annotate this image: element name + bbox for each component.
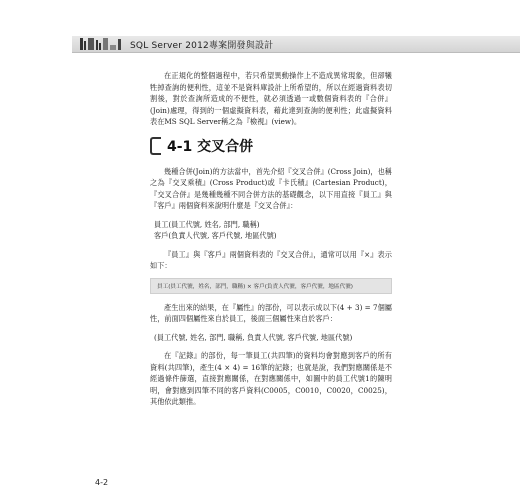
header-title: SQL Server 2012專案開發與設計: [130, 41, 274, 51]
book-logo-icon: [80, 37, 126, 51]
paragraph-attributes: 產生出來的結果，在『屬性』的部份，可以表示成以下(4 + 3) = 7個屬性，前面四個屬性來自於員工，後面三個屬性來自於客戶：: [150, 302, 392, 323]
paragraph-cross-notation: 『員工』與『客戶』兩個資料表的『交叉合併』，通常可以用『×』表示如下：: [150, 249, 392, 270]
section-heading: [150, 136, 392, 156]
paragraph-cross-join-intro: 幾種合併(Join)的方法當中，首先介紹『交叉合併』(Cross Join)，也稱之為『交叉乘積』(Cross Product)或『卡氏積』(Cartesian Product)，『交叉合併』是幾種幾種不同合併方法的基礎觀念，以下用直接『員工』與『客戶』兩個資料來說明什麼是『交叉合併』：: [150, 166, 392, 210]
definition-result: (員工代號, 姓名, 部門, 職稱, 負責人代號, 客戶代號, 地區代號): [154, 332, 353, 342]
cross-join-expression: 員工(員工代號，姓名，部門，職稱) × 客戶(負責人代號，客戶代號，地區代號): [150, 278, 392, 294]
result-attributes: [150, 332, 392, 344]
intro-paragraph: 在正規化的整個過程中，若只希望異動操作上不造成異常現象，但卻犧牲掉查詢的便利性，這並不是資料庫設計上所希望的，所以在經過資料表切割後，對於查詢所造成的不便性，就必須透過一或數個資料表的『合併』(Join)處理，得到的一個虛擬資料表，藉此達到查詢的便利性；此虛擬資料表在MS SQL Server稱之為『檢視』(view)。: [150, 71, 392, 126]
definition-customer: 客戶(負責人代號, 客戶代號, 地區代號): [154, 231, 277, 240]
section-bracket-icon: [150, 137, 161, 155]
page-body: [150, 70, 392, 408]
table-definitions: [150, 219, 392, 242]
page-number: 4-2: [95, 478, 109, 487]
definition-employee: 員工(員工代號, 姓名, 部門, 職稱): [154, 219, 260, 229]
paragraph-records: 在『記錄』的部份，每一筆員工(共四筆)的資料均會對應到客戶的所有資料(共四筆)，產生(4 × 4) = 16筆的記錄；也就是說，我們對應關係是不經過條件篩選，直接對應關係，在對應關係中，如圖中的員工代號1的陳明明，會對應到四筆不同的客戶資料(C0005，C0010，C0020，C0025)，其他依此類推。: [150, 351, 392, 406]
section-title: 4-1 交叉合併: [167, 138, 254, 155]
